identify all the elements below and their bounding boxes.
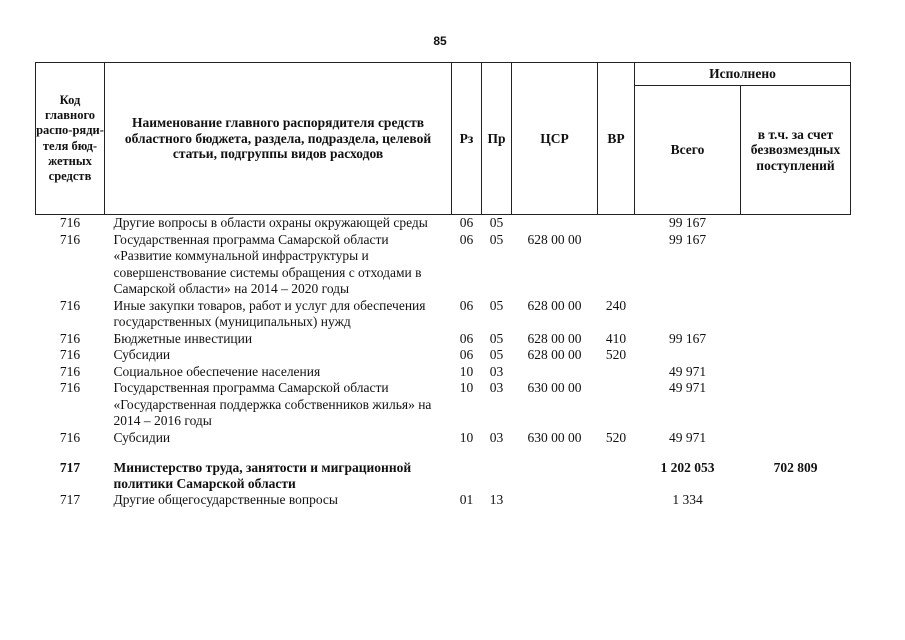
cell-vr [598,215,635,232]
cell-name: Другие общегосударственные вопросы [113,492,338,507]
cell-csr: 628 00 00 [527,330,582,346]
budget-table [35,62,851,509]
cell-vr: 410 [605,330,627,346]
cell-pr: 05 [489,231,504,247]
cell-rz: 06 [459,330,474,346]
cell-code: 717 [59,492,81,507]
table-row [36,492,851,509]
cell-rz: 06 [459,231,474,247]
cell-code: 717 [59,460,81,475]
cell-rz: 01 [459,492,474,507]
table-row [36,331,851,348]
cell-total: 99 167 [668,330,707,346]
page-number: 85 [433,34,447,48]
cell-pr: 05 [489,347,504,362]
cell-csr [512,446,598,492]
table-row [36,446,851,492]
cell-rz: 06 [459,347,474,362]
cell-total: 49 971 [668,363,707,379]
cell-code: 716 [59,380,81,395]
cell-free [741,364,851,381]
cell-name: Иные закупки товаров, работ и услуг для обеспечения государственных (муниципальных) нужд [113,297,426,329]
cell-rz: 10 [459,363,474,379]
table-row [36,215,851,232]
cell-vr [598,446,635,492]
header-name: Наименование главного распорядителя средств областного бюджета, раздела, подраздела, целевой статьи, подгруппы видов расходов [105,63,452,215]
cell-pr: 05 [489,297,504,313]
cell-csr: 630 00 00 [527,429,582,445]
cell-total: 99 167 [668,231,707,247]
cell-rz [452,446,482,492]
table-header [36,63,851,215]
cell-pr: 05 [489,330,504,346]
cell-total [635,347,741,364]
cell-name: Субсидии [113,347,171,362]
cell-name: Бюджетные инвестиции [113,330,253,346]
cell-free: 702 809 [773,460,818,475]
header-executed: Исполнено [635,63,851,86]
table-row [36,380,851,430]
cell-rz: 10 [459,429,474,445]
cell-pr: 05 [489,215,504,230]
cell-name: Другие вопросы в области охраны окружающей среды [113,215,428,230]
cell-csr: 628 00 00 [527,297,582,313]
cell-free [741,347,851,364]
cell-total: 1 334 [672,492,703,507]
cell-csr [512,492,598,509]
cell-total: 49 971 [668,429,707,445]
cell-rz: 10 [459,380,474,395]
cell-free [741,331,851,348]
cell-total: 1 202 053 [660,460,715,475]
cell-pr: 03 [489,429,504,445]
cell-total [635,298,741,331]
cell-csr [512,364,598,381]
header-vr: ВР [598,63,635,215]
cell-vr [598,492,635,509]
cell-total: 99 167 [668,215,707,230]
cell-vr: 520 [605,429,627,445]
cell-code: 716 [59,429,81,445]
table-row [36,298,851,331]
cell-vr: 520 [605,347,627,362]
cell-name: Субсидии [113,429,171,445]
cell-total: 49 971 [668,380,707,395]
cell-rz: 06 [459,297,474,313]
header-csr: ЦСР [512,63,598,215]
cell-free [741,215,851,232]
cell-code: 716 [59,297,81,313]
table-row [36,430,851,447]
cell-code: 716 [59,215,81,230]
table-row [36,232,851,298]
header-code: Код главного распо-ряди-теля бюд-жетных средств [36,63,105,215]
cell-name: Социальное обеспечение населения [113,363,321,379]
cell-free [741,492,851,509]
header-total: Всего [635,86,741,215]
cell-name: Государственная программа Самарской области «Государственная поддержка собственников жилья» на 2014 – 2016 годы [113,380,432,428]
cell-free [741,298,851,331]
cell-vr [598,364,635,381]
table-row [36,364,851,381]
cell-csr: 628 00 00 [527,231,582,247]
cell-vr [598,380,635,430]
header-rz: Рз [452,63,482,215]
cell-pr: 13 [489,492,504,507]
cell-vr [598,232,635,298]
header-free: в т.ч. за счет безвозмездных поступлений [741,86,851,215]
cell-pr: 03 [489,363,504,379]
table-row [36,347,851,364]
cell-code: 716 [59,330,81,346]
cell-csr: 630 00 00 [527,380,582,395]
cell-code: 716 [59,347,81,362]
cell-code: 716 [59,231,81,247]
cell-name: Государственная программа Самарской области «Развитие коммунальной инфраструктуры и совершенствование системы обращения с отходами в Самарской области» на 2014 – 2020 годы [113,231,422,296]
header-pr: Пр [482,63,512,215]
cell-name: Министерство труда, занятости и миграционной политики Самарской области [113,460,412,491]
cell-free [741,380,851,430]
cell-code: 716 [59,363,81,379]
cell-free [741,232,851,298]
cell-csr [512,215,598,232]
cell-vr: 240 [605,297,627,313]
table-body [36,215,851,509]
cell-free [741,430,851,447]
cell-rz: 06 [459,215,474,230]
cell-csr: 628 00 00 [527,347,582,362]
cell-pr [482,446,512,492]
cell-pr: 03 [489,380,504,395]
